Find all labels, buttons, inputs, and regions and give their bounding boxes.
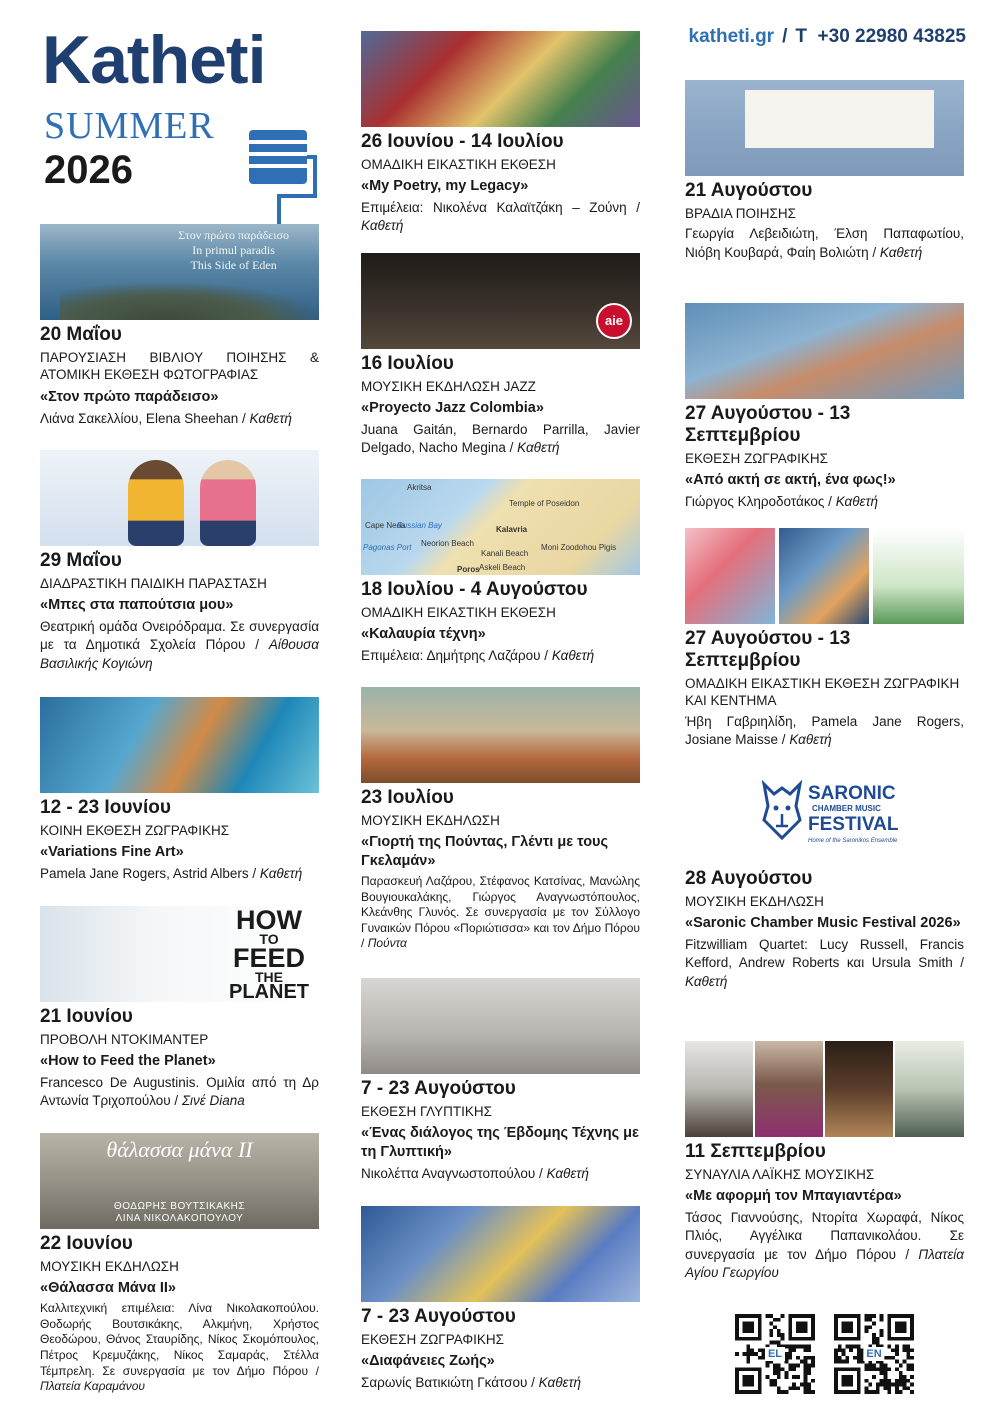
event-card [361,479,640,665]
event-people [685,493,964,511]
event-people [361,421,640,457]
event-date: 27 Αυγούστου - 13 Σεπτεμβρίου [685,628,851,671]
event-date: 7 - 23 Αυγούστου [361,1306,516,1327]
event-type: ΔΙΑΔΡΑΣΤΙΚΗ ΠΑΙΔΙΚΗ ΠΑΡΑΣΤΑΣΗ [40,575,267,591]
event-card [40,1133,319,1395]
event-image [685,80,964,176]
event-title: «Proyecto Jazz Colombia» [361,400,544,417]
event-venue: Πούντα [367,936,407,951]
event-card [685,303,964,511]
event-people [361,647,640,665]
event-title: «Ένας διάλογος της Έβδομης Τέχνης με τη Γλυπτική» [361,1125,639,1161]
event-title: «Γιορτή της Πούντας, Γλέντι με τους Γκελαμάν» [361,834,609,870]
event-image [40,224,319,320]
event-venue: Πλατεία Αγίου Γεωργίου [685,1246,964,1280]
sponsor-badge: aie [596,303,632,339]
people-text: Νικολέττα Αναγνωστοπούλου / [361,1166,543,1182]
event-image [40,697,319,793]
event-people [685,936,964,991]
contact-separator: / [782,26,788,47]
people-text: Juana Gaitán, Bernardo Parrilla, Javier Delgado, Nacho Megina / [361,422,640,456]
festival-logo-line: SARONIC [808,783,896,804]
event-date: 21 Αυγούστου [685,180,813,201]
event-type: ΟΜΑΔΙΚΗ ΕΙΚΑΣΤΙΚΗ ΕΚΘΕΣΗ [361,156,556,172]
event-card [361,978,640,1183]
event-image [685,1041,753,1137]
festival-logo-tagline: Home of the Saronikos Ensemble [808,838,898,844]
map-label: Moni Zoodohou Pigis [541,543,617,552]
festival-logo-line: FESTIVAL [808,814,899,835]
people-text: Τάσος Γιαννούσης, Ντορίτα Χωραφά, Νίκος Πλιός, Αγγέλικα Παπανικολάου. Σε συνεργασία με τον Δήμο Πόρου / [685,1210,964,1262]
event-venue: Πλατεία Καραμάνου [40,1379,145,1394]
event-venue: Καθετή [517,440,560,456]
event-people [40,410,319,428]
image-title: θάλασσα μάνα ΙΙ [106,1137,253,1162]
contact-info [689,26,966,48]
event-venue: Καθετή [835,494,879,510]
people-text: Γεωργία Λεβειδιώτη, Έλση Παπαφωτίου, Νιόβη Κουβαρά, Φαίη Βολιώτη / [685,226,964,260]
event-title: «Μπες στα παπούτσια μου» [40,597,234,614]
event-people [40,1074,319,1110]
event-card [40,224,319,428]
poster-word: TO [259,930,279,947]
people-text: Λιάνα Σακελλίου, Elena Sheehan / [40,410,246,426]
event-type: ΠΡΟΒΟΛΗ ΝΤΟΚΙΜΑΝΤΕΡ [40,1031,209,1047]
event-type: ΒΡΑΔΙΑ ΠΟΙΗΣΗΣ [685,205,796,221]
image-caption [178,228,289,273]
event-image [895,1041,964,1137]
event-title: «Θάλασσα Μάνα ΙΙ» [40,1280,176,1297]
event-date: 12 - 23 Ιουνίου [40,797,171,818]
event-image [361,687,640,783]
map-label: Cape Neda [365,521,406,530]
event-title: «Variations Fine Art» [40,844,184,861]
map-label: Akritsa [407,483,432,492]
people-text: Francesco De Augustinis. Ομιλία από τη Δρ Αντωνία Τριχοπούλου / [40,1075,319,1109]
event-type: ΕΚΘΕΣΗ ΓΛΥΠΤΙΚΗΣ [361,1103,493,1119]
event-card [40,697,319,883]
event-title: «How to Feed the Planet» [40,1053,216,1070]
event-title: «Στον πρώτο παράδεισο» [40,388,219,405]
event-image [361,978,640,1074]
people-text: Παρασκευή Λαζάρου, Στέφανος Κατσίνας, Μανώλης Βουγιουκαλάκης, Γιώργος Αναγνωστόπουλος, Κλεάνθης Γλυνός. Σε συνεργασία με τον Σύλλογο Γυναικών Πόρου «Ποριώτισσα» και τον Δήμο Πόρου / [361,874,640,951]
event-type: ΜΟΥΣΙΚΗ ΕΚΔΗΛΩΣΗ JAZZ [361,378,536,394]
event-venue: Καθετή [789,732,832,747]
event-people [361,199,640,235]
event-image-group [685,528,964,624]
event-venue: Καθετή [249,410,292,426]
event-card [361,1206,640,1392]
performer-figure [128,460,184,546]
event-image [361,253,640,349]
qr-code-en[interactable] [834,1314,914,1394]
event-image [361,479,640,575]
phone-label: T [795,26,807,47]
event-image [361,31,640,127]
event-title: «Με αφορμή τον Μπαγιαντέρα» [685,1188,902,1205]
event-card [685,1041,964,1282]
event-date: 7 - 23 Αυγούστου [361,1078,516,1099]
event-people [685,713,964,749]
event-type: ΚΟΙΝΗ ΕΚΘΕΣΗ ΖΩΓΡΑΦΙΚΗΣ [40,822,230,838]
event-date: 18 Ιουλίου - 4 Αυγούστου [361,579,588,600]
event-card [685,80,964,262]
brand-logo [42,22,322,216]
event-card [361,31,640,236]
event-people [40,1301,319,1395]
festival-logo-text [808,784,898,844]
poster-word: HOW [236,906,302,935]
event-date: 29 Μαΐου [40,550,122,571]
event-image [755,1041,823,1137]
event-date: 16 Ιουλίου [361,353,454,374]
map-label: Kalavria [496,525,528,534]
event-card [40,906,319,1111]
event-title: «Διαφάνειες Ζωής» [361,1353,495,1370]
event-image [361,1206,640,1302]
caption-line: ΛΙΝΑ ΝΙΚΟΛΑΚΟΠΟΥΛΟΥ [115,1213,244,1224]
event-image [779,528,869,624]
event-card [40,450,319,673]
event-image [873,528,964,624]
event-title: «Από ακτή σε ακτή, ένα φως!» [685,472,896,489]
caption-line: Στον πρώτο παράδεισο [178,228,289,242]
event-venue: Καθετή [685,973,728,989]
event-type: ΣΥΝΑΥΛΙΑ ΛΑΪΚΗΣ ΜΟΥΣΙΚΗΣ [685,1166,875,1182]
film-poster-title [229,908,309,1002]
qr-code-label: EL [765,1347,785,1361]
map-label: Pagonas Port [363,543,412,552]
brand-name: Katheti [42,22,266,98]
map-label: Neorion Beach [421,539,474,548]
event-people [685,1209,964,1282]
event-type: ΟΜΑΔΙΚΗ ΕΙΚΑΣΤΙΚΗ ΕΚΘΕΣΗ [361,604,556,620]
event-date: 27 Αυγούστου - 13 Σεπτεμβρίου [685,403,851,446]
event-date: 20 Μαΐου [40,324,122,345]
event-people [361,1374,640,1392]
event-image [40,450,319,546]
event-date: 28 Αυγούστου [685,868,813,889]
brand-season: SUMMER [44,105,215,147]
people-text: Ήβη Γαβριηλίδη, Pamela Jane Rogers, Josiane Maisse / [685,713,964,747]
caption-line: This Side of Eden [190,258,277,272]
paint-roller-icon [247,104,317,244]
people-text: Σαρωνίς Βατικιώτη Γκάτσου / [361,1375,535,1391]
people-text: Γιώργος Κληροδοτάκος / [685,494,832,510]
people-text: Fitzwilliam Quartet: Lucy Russell, Francis Kefford, Andrew Roberts και Ursula Smith / [685,937,964,971]
festival-logo-line: CHAMBER MUSIC [812,804,881,813]
event-title: «Saronic Chamber Music Festival 2026» [685,915,961,932]
event-type: ΕΚΘΕΣΗ ΖΩΓΡΑΦΙΚΗΣ [361,1331,504,1347]
event-image [685,303,964,399]
brand-year: 2026 [44,148,133,192]
people-text: Επιμέλεια: Νικολένα Καλαϊτζάκη – Ζούνη / [361,200,640,216]
event-date: 11 Σεπτεμβρίου [685,1141,826,1162]
event-title: «Καλαυρία τέχνη» [361,626,486,643]
event-venue: Αίθουσα Βασιλικής Κογιώνη [40,637,319,671]
event-type: ΜΟΥΣΙΚΗ ΕΚΔΗΛΩΣΗ [685,893,824,909]
poem-card [745,90,934,148]
people-text: Θεατρική ομάδα Ονειρόδραμα. Σε συνεργασία με τα Δημοτικά Σχολεία Πόρου / [40,619,319,653]
map-label: Askeli Beach [479,563,526,572]
event-card [361,253,640,458]
event-date: 23 Ιουλίου [361,787,454,808]
event-image [685,528,775,624]
qr-code-label: EN [863,1347,884,1361]
map-label: Poros [457,565,480,574]
poster-word: PLANET [229,981,309,1002]
caption-line: ΘΟΔΩΡΗΣ ΒΟΥΤΣΙΚΑΚΗΣ [113,1201,246,1212]
event-card [685,528,964,749]
event-venue: Καθετή [538,1375,582,1391]
event-image [40,1133,319,1229]
event-card [361,687,640,952]
qr-code-el[interactable] [735,1314,815,1394]
event-title: «My Poetry, my Legacy» [361,178,529,195]
poster-word: THE [255,968,283,985]
event-venue: Καθετή [361,218,404,234]
website-link[interactable]: katheti.gr [688,26,775,47]
event-image [825,1041,893,1137]
event-type: ΜΟΥΣΙΚΗ ΕΚΔΗΛΩΣΗ [361,812,500,828]
event-venue: Σινέ Diana [181,1093,245,1109]
event-type: ΜΟΥΣΙΚΗ ΕΚΔΗΛΩΣΗ [40,1258,179,1274]
map-label: Temple of Poseidon [509,499,580,508]
festival-logo [760,778,910,848]
event-venue: Καθετή [259,866,303,882]
event-type: ΠΑΡΟΥΣΙΑΣΗ ΒΙΒΛΙΟΥ ΠΟΙΗΣΗΣ & ΑΤΟΜΙΚΗ ΕΚΘΕΣΗ ΦΩΤΟΓΡΑΦΙΑΣ [40,349,319,383]
event-type: ΕΚΘΕΣΗ ΖΩΓΡΑΦΙΚΗΣ [685,450,828,466]
event-people [361,1165,640,1183]
people-text: Επιμέλεια: Δημήτρης Λαζάρου / [361,648,549,664]
event-date: 26 Ιουνίου - 14 Ιουλίου [361,131,564,152]
caption-line: In primul paradis [192,243,275,257]
poster-word: FEED [232,942,305,973]
event-people [685,225,964,261]
event-venue: Καθετή [551,648,595,664]
people-text: Καλλιτεχνική επιμέλεια: Λίνα Νικολακοπούλου. Θοδωρής Βουτσικάκης, Αλκμήνη, Χρήστος Θεοδώρου, Θάνος Σταυρίδης, Νίκος Σκομόπουλος, Πέτρος Κρεμυζάκης, Νίκος Σαμαράς, Στέλλα Τέμπρελη. Σε συνεργασία με τον Δήμο Πόρου / [40,1301,319,1378]
map-label: Kanali Beach [481,549,529,558]
event-venue: Καθετή [879,244,923,260]
event-venue: Καθετή [546,1166,589,1182]
lion-icon [760,780,804,840]
map-label: Russian Bay [397,521,442,530]
event-people [40,618,319,673]
image-caption [40,1201,319,1225]
event-image [40,906,319,1002]
phone-number[interactable]: +30 22980 43825 [817,26,966,47]
event-people [361,874,640,952]
event-card [685,864,964,991]
event-image-group [685,1041,964,1137]
event-date: 22 Ιουνίου [40,1233,133,1254]
event-people [40,865,319,883]
event-type: ΟΜΑΔΙΚΗ ΕΙΚΑΣΤΙΚΗ ΕΚΘΕΣΗ ΖΩΓΡΑΦΙΚΗ ΚΑΙ ΚΕΝΤΗΜΑ [685,675,960,709]
performer-figure [200,460,256,546]
people-text: Pamela Jane Rogers, Astrid Albers / [40,866,257,882]
event-date: 21 Ιουνίου [40,1006,133,1027]
